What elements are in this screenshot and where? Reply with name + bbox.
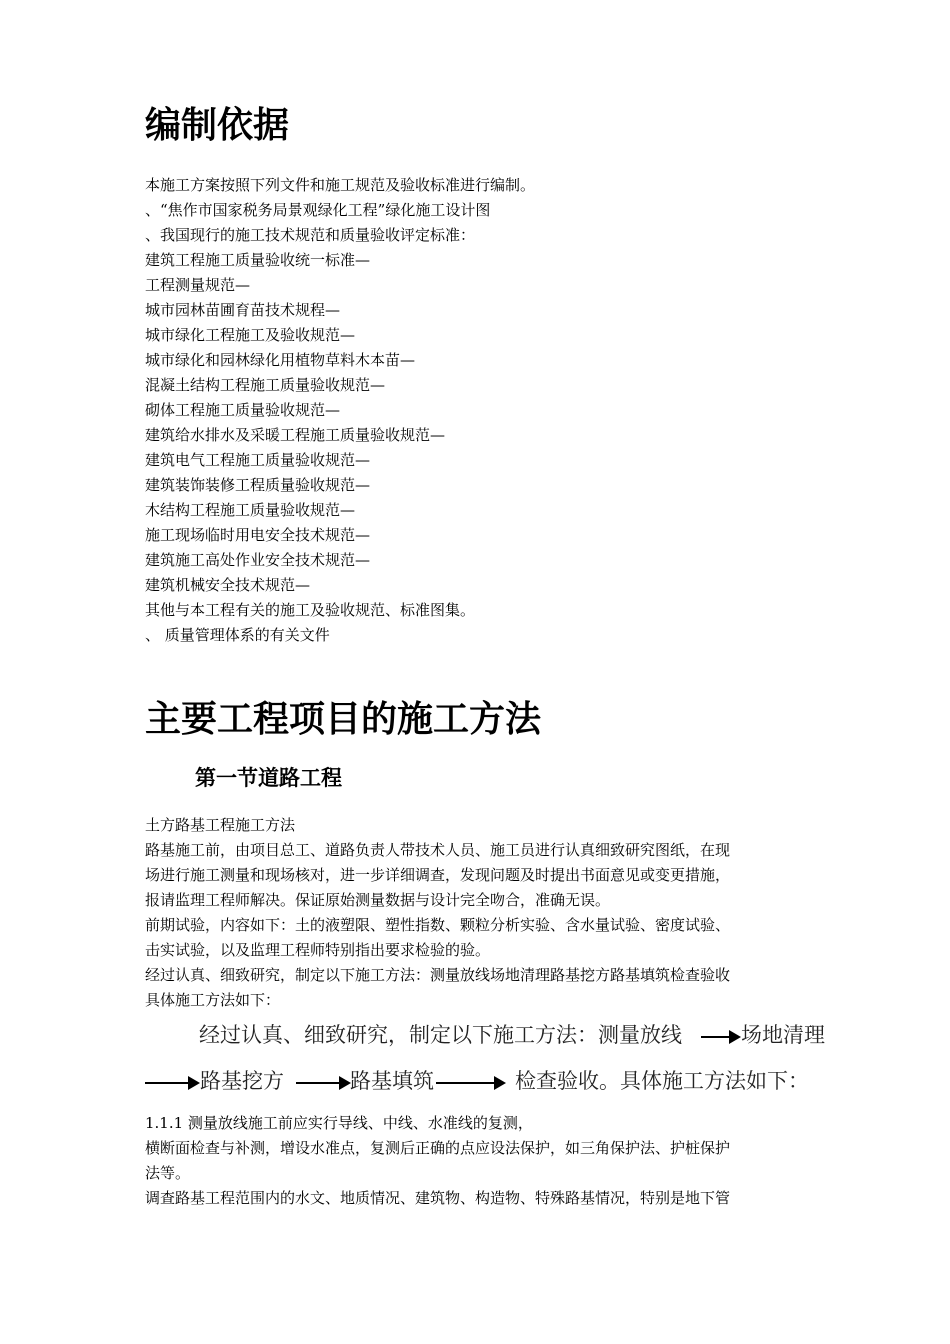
text-line: 工程测量规范— (145, 276, 251, 294)
road-method-text (145, 813, 810, 1013)
text-line: 报请监理工程师解决。保证原始测量数据与设计完全吻合，准确无误。 (145, 891, 611, 909)
survey-text (145, 1111, 810, 1211)
text-line: 城市绿化和园林绿化用植物草料木本苗— (145, 351, 416, 369)
text-line: 场进行施工测量和现场核对，进一步详细调查，发现问题及时提出书面意见或变更措施， (145, 866, 731, 884)
flow-arrow-icon (701, 1030, 741, 1044)
flow-arrow-icon (296, 1076, 351, 1090)
text-line: 本施工方案按照下列文件和施工规范及验收标准进行编制。 (145, 176, 536, 194)
text-line: 法等。 (145, 1164, 191, 1182)
flow-step-filling: 路基填筑 (350, 1069, 434, 1093)
text-line: 混凝土结构工程施工质量验收规范— (145, 376, 386, 394)
text-line: 、 质量管理体系的有关文件 (145, 626, 330, 644)
subsection-heading-road: 第一节道路工程 (195, 765, 342, 790)
text-line: 调查路基工程范围内的水文、地质情况、建筑物、构造物、特殊路基情况，特别是地下管 (145, 1189, 731, 1207)
text-line: 砌体工程施工质量验收规范— (145, 401, 341, 419)
section-heading-methods: 主要工程项目的施工方法 (145, 699, 542, 740)
text-line: 建筑施工高处作业安全技术规范— (145, 551, 371, 569)
text-line: 建筑给水排水及采暖工程施工质量验收规范— (145, 426, 446, 444)
text-line: 经过认真、细致研究，制定以下施工方法：测量放线场地清理路基挖方路基填筑检查验收 (145, 966, 731, 984)
flow-step-excavation: 路基挖方 (200, 1069, 284, 1093)
section-heading-basis: 编制依据 (145, 105, 290, 146)
text-line: 施工现场临时用电安全技术规范— (145, 526, 371, 544)
text-line: 土方路基工程施工方法 (145, 816, 296, 834)
text-line: 、“焦作市国家税务局景观绿化工程”绿化施工设计图 (145, 201, 491, 219)
text-line: 建筑工程施工质量验收统一标准— (145, 251, 371, 269)
text-line: 击实试验，以及监理工程师特别指出要求检验的验。 (145, 941, 491, 959)
text-line: 其他与本工程有关的施工及验收规范、标准图集。 (145, 601, 476, 619)
text-line: 横断面检查与补测，增设水准点，复测后正确的点应设法保护，如三角保护法、护桩保护 (145, 1139, 731, 1157)
flow-step-inspection: 检查验收。具体施工方法如下： (515, 1069, 809, 1093)
text-line: 城市绿化工程施工及验收规范— (145, 326, 356, 344)
flow-arrow-icon (436, 1076, 506, 1090)
text-line: 1.1.1 测量放线施工前应实行导线、中线、水准线的复测， (145, 1114, 533, 1132)
text-line: 建筑机械安全技术规范— (145, 576, 311, 594)
text-line: 、我国现行的施工技术规范和质量验收评定标准： (145, 226, 476, 244)
basis-list (145, 173, 810, 648)
flow-intro-text: 经过认真、细致研究，制定以下施工方法：测量放线 (199, 1023, 682, 1047)
flow-step-clearing: 场地清理 (741, 1023, 825, 1047)
flow-arrow-icon (145, 1076, 200, 1090)
text-line: 城市园林苗圃育苗技术规程— (145, 301, 341, 319)
text-line: 建筑电气工程施工质量验收规范— (145, 451, 371, 469)
text-line: 建筑装饰装修工程质量验收规范— (145, 476, 371, 494)
text-line: 前期试验，内容如下：土的液塑限、塑性指数、颗粒分析实验、含水量试验、密度试验、 (145, 916, 731, 934)
text-line: 木结构工程施工质量验收规范— (145, 501, 356, 519)
text-line: 具体施工方法如下： (145, 991, 281, 1009)
text-line: 路基施工前，由项目总工、道路负责人带技术人员、施工员进行认真细致研究图纸，在现 (145, 841, 731, 859)
